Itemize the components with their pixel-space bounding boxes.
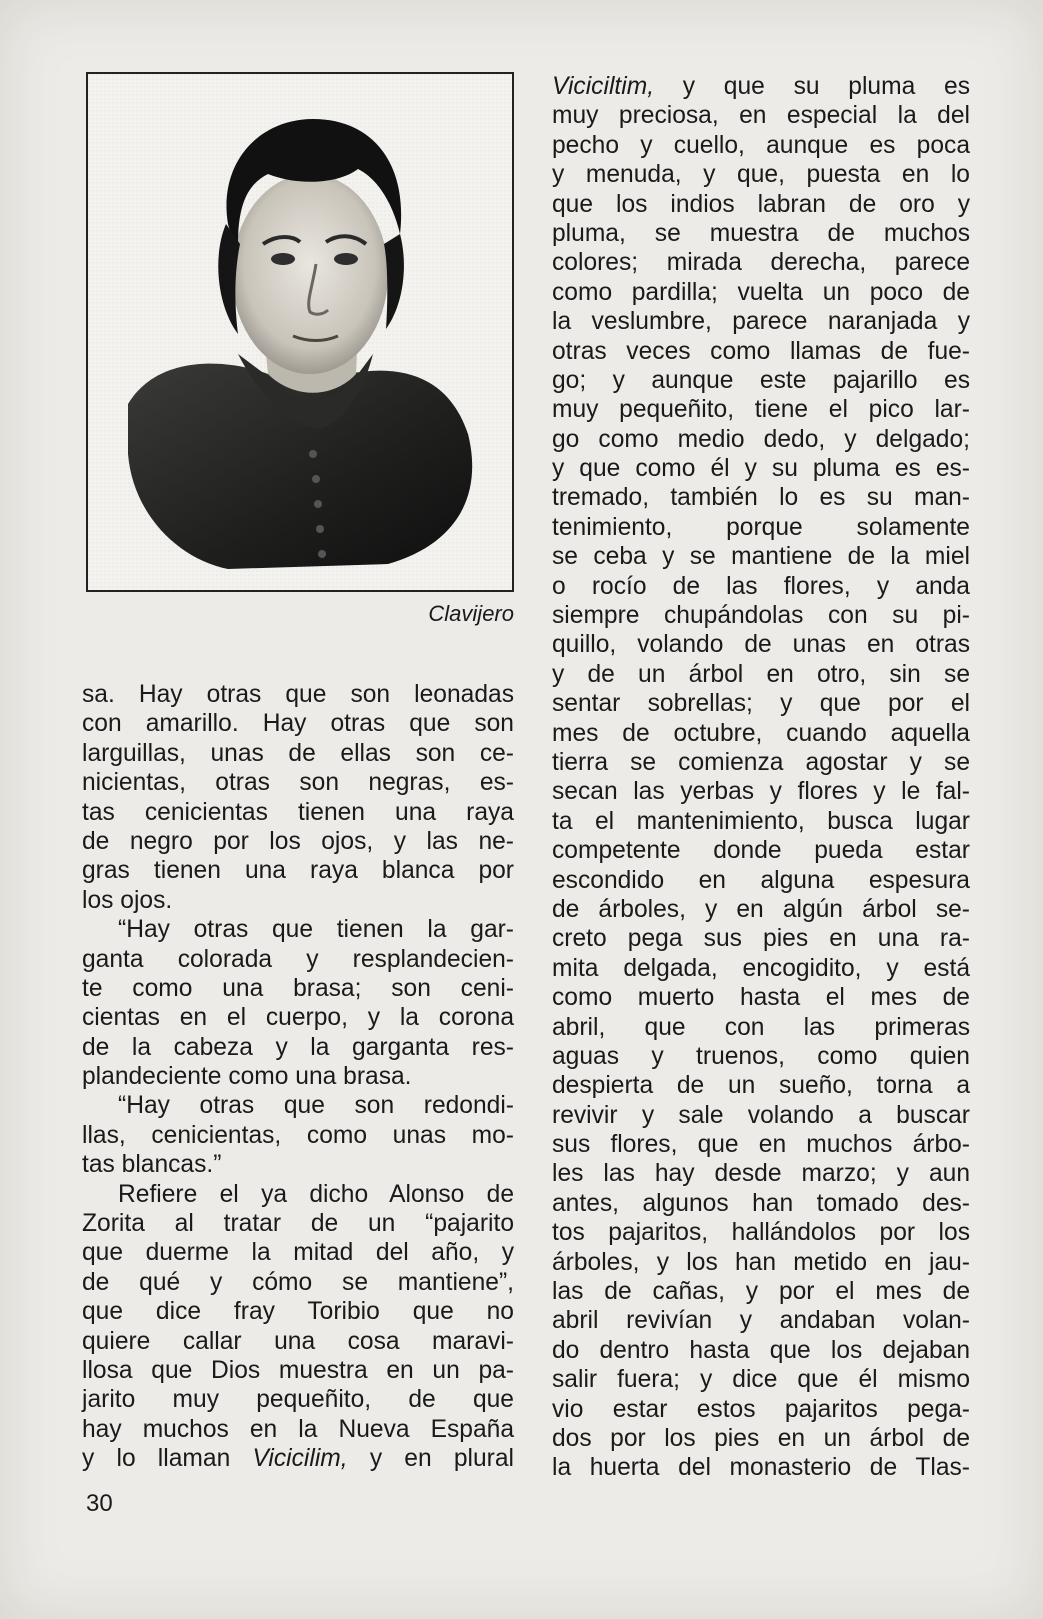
- text-line: de la cabeza y la garganta res-: [82, 1033, 514, 1061]
- text-line: gras tienen una raya blanca por: [82, 857, 514, 885]
- text-line: abril revivían y andaban volan-: [552, 1307, 970, 1335]
- text-line: y de un árbol en otro, sin se: [552, 660, 970, 688]
- text-line: la veslumbre, parece naranjada y: [552, 308, 970, 336]
- text-line: hay muchos en la Nueva España: [82, 1415, 514, 1443]
- text-line: Refiere el ya dicho Alonso de: [118, 1180, 514, 1208]
- text-line: tas blancas.”: [82, 1151, 222, 1179]
- text-line: ganta colorada y resplandecien-: [82, 945, 514, 973]
- text-line: que dice fray Toribio que no: [82, 1298, 514, 1326]
- text-line: te como una brasa; son ceni-: [82, 974, 514, 1002]
- text-line: tremado, también lo es su man-: [552, 484, 970, 512]
- text-line: creto pega sus pies en una ra-: [552, 925, 970, 953]
- text-line: de árboles, y en algún árbol se-: [552, 895, 970, 923]
- text-line: plandeciente como una brasa.: [82, 1063, 412, 1091]
- text-line: escondido en alguna espesura: [552, 866, 970, 894]
- text-line: salir fuera; y dice que él mismo: [552, 1366, 970, 1394]
- text-line: aguas y truenos, como quien: [552, 1042, 970, 1070]
- text-line: muy preciosa, en especial la del: [552, 102, 970, 130]
- text-line: otras veces como llamas de fue-: [552, 337, 970, 365]
- text-line: y que como él y su pluma es es-: [552, 455, 970, 483]
- text-line: árboles, y los han metido en jau-: [552, 1248, 970, 1276]
- text-line: les las hay desde marzo; y aun: [552, 1160, 970, 1188]
- text-line: mita delgada, encogidito, y está: [552, 954, 970, 982]
- text-line: do dentro hasta que los dejaban: [552, 1336, 970, 1364]
- left-text-column: [82, 680, 514, 1474]
- text-line: antes, algunos han tomado des-: [552, 1189, 970, 1217]
- text-line: “Hay otras que son redondi-: [118, 1092, 514, 1120]
- text-line: se ceba y se mantiene de la miel: [552, 543, 970, 571]
- text-line: dos por los pies en un árbol de: [552, 1424, 970, 1452]
- text-line: sa. Hay otras que son leonadas: [82, 681, 514, 708]
- text-line: y lo llaman Vicicilim, y en plural: [82, 1445, 514, 1473]
- text-line: go como medio dedo, y delgado;: [552, 425, 970, 453]
- text-line: pecho y cuello, aunque es poca: [552, 131, 970, 159]
- text-line: muy pequeñito, tiene el pico lar-: [552, 396, 970, 424]
- text-line: quillo, volando de unas en otras: [552, 631, 970, 659]
- text-line: sus flores, que en muchos árbo-: [552, 1131, 970, 1159]
- text-line: tenimiento, porque solamente: [552, 513, 970, 541]
- text-line: tas cenicientas tienen una raya: [82, 798, 514, 826]
- text-line: sentar sobrellas; y que por el: [552, 690, 970, 718]
- right-text-column: [552, 72, 970, 1483]
- text-line: mes de octubre, cuando aquella: [552, 719, 970, 747]
- text-line: los ojos.: [82, 886, 173, 914]
- text-line: llas, cenicientas, como unas mo-: [82, 1121, 514, 1149]
- text-line: siempre chupándolas con su pi-: [552, 602, 970, 630]
- text-line: revivir y sale volando a buscar: [552, 1101, 970, 1129]
- text-line: go; y aunque este pajarillo es: [552, 366, 970, 394]
- text-line: vio estar estos pajaritos pega-: [552, 1395, 970, 1423]
- text-line: Zorita al tratar de un “pajarito: [82, 1210, 514, 1238]
- text-line: y menuda, y que, puesta en lo: [552, 161, 970, 189]
- text-line: con amarillo. Hay otras que son: [82, 710, 514, 738]
- text-line: competente donde pueda estar: [552, 837, 970, 865]
- text-line: abril, que con las primeras: [552, 1013, 970, 1041]
- figure-caption: Clavijero: [428, 601, 514, 626]
- text-line: despierta de un sueño, torna a: [552, 1072, 970, 1100]
- text-line: Viciciltim, y que su pluma es: [552, 73, 970, 100]
- text-line: que los indios labran de oro y: [552, 190, 970, 218]
- text-line: como pardilla; vuelta un poco de: [552, 278, 970, 306]
- text-line: quiere callar una cosa maravi-: [82, 1327, 514, 1355]
- text-line: de qué y cómo se mantiene”,: [82, 1268, 514, 1296]
- portrait-figure: [86, 72, 514, 592]
- text-line: las de cañas, y por el mes de: [552, 1278, 970, 1306]
- text-line: nicientas, otras son negras, es-: [82, 769, 514, 797]
- text-line: ta el mantenimiento, busca lugar: [552, 807, 970, 835]
- text-line: que duerme la mitad del año, y: [82, 1239, 514, 1267]
- text-line: jarito muy pequeñito, de que: [82, 1386, 514, 1414]
- text-line: pluma, se muestra de muchos: [552, 219, 970, 247]
- text-line: llosa que Dios muestra en un pa-: [82, 1356, 514, 1384]
- text-line: cientas en el cuerpo, y la corona: [82, 1004, 514, 1032]
- text-line: larguillas, unas de ellas son ce-: [82, 739, 514, 767]
- text-line: o rocío de las flores, y anda: [552, 572, 970, 600]
- text-line: secan las yerbas y flores y le fal-: [552, 778, 970, 806]
- clavijero-portrait: [88, 74, 512, 590]
- text-line: la huerta del monasterio de Tlas-: [552, 1454, 970, 1482]
- text-line: tos pajaritos, hallándolos por los: [552, 1219, 970, 1247]
- text-line: colores; mirada derecha, parece: [552, 249, 970, 277]
- text-line: de negro por los ojos, y las ne-: [82, 827, 514, 855]
- page-number: 30: [86, 1490, 113, 1517]
- text-line: “Hay otras que tienen la gar-: [118, 916, 514, 944]
- text-line: tierra se comienza agostar y se: [552, 748, 970, 776]
- text-line: como muerto hasta el mes de: [552, 984, 970, 1012]
